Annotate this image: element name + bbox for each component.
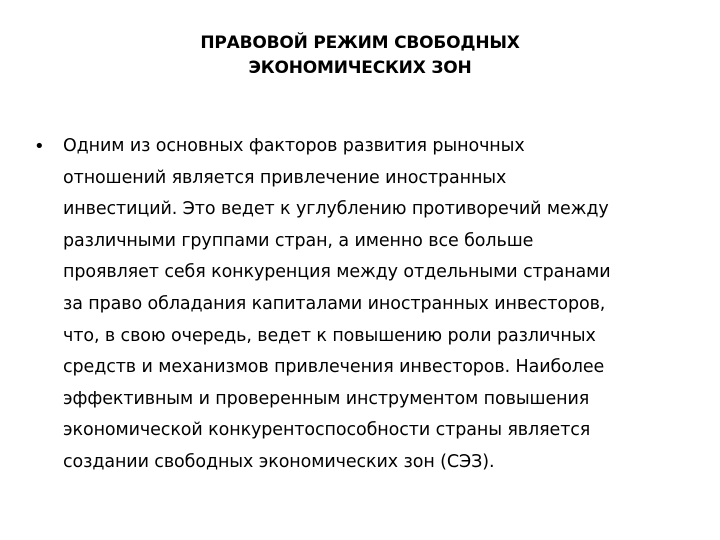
paragraph-line-3: инвестиций. Это ведет к углублению противоречий между — [63, 199, 609, 220]
bullet-marker: • — [34, 136, 45, 157]
paragraph-line-6: за право обладания капиталами иностранных инвесторов, — [63, 293, 606, 314]
paragraph-line-10: экономической конкурентоспособности страны является — [63, 420, 591, 441]
paragraph-line-5: проявляет себя конкуренция между отдельными странами — [63, 262, 611, 283]
slide-title — [60, 31, 660, 81]
bullet-paragraph — [63, 131, 695, 479]
paragraph-line-4: различными группами стран, а именно все больше — [63, 230, 534, 251]
paragraph-line-1: Одним из основных факторов развития рыночных — [63, 136, 525, 156]
paragraph-line-7: что, в свою очередь, ведет к повышению роли различных — [63, 325, 596, 346]
title-line-1: ПРАВОВОЙ РЕЖИМ СВОБОДНЫХ — [200, 33, 520, 53]
paragraph-line-11: создании свободных экономических зон (СЭЗ). — [63, 451, 495, 472]
title-line-2: ЭКОНОМИЧЕСКИХ ЗОН — [248, 58, 472, 78]
paragraph-line-2: отношений является привлечение иностранных — [63, 167, 507, 188]
paragraph-line-9: эффективным и проверенным инструментом повышения — [63, 388, 590, 409]
paragraph-line-8: средств и механизмов привлечения инвесторов. Наиболее — [63, 357, 605, 378]
